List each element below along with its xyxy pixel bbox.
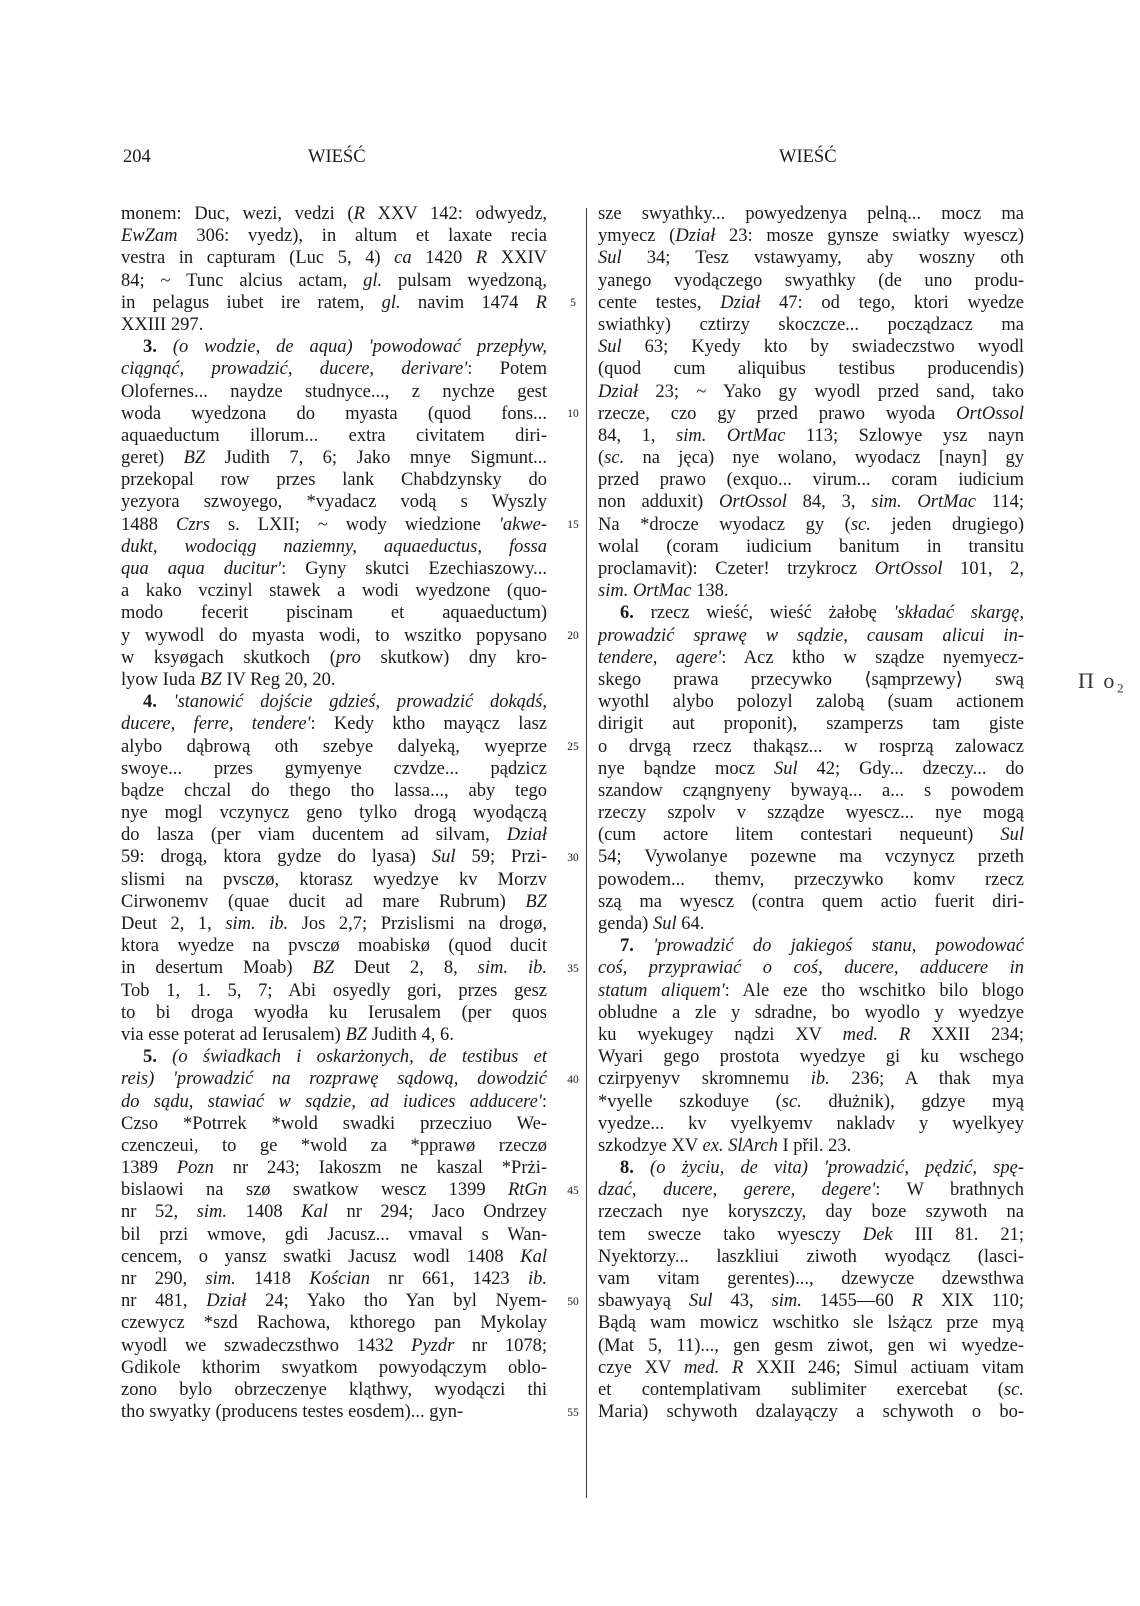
text-line: czye XV med. R XXII 246; Simul actiuam vitam bbox=[598, 1357, 1024, 1378]
text-line: alybo dąbrową oth szebye dalyeką, wyeprze bbox=[121, 736, 547, 757]
text-line: wyodl we szwadeczsthwo 1432 Pyzdr nr 1078; bbox=[121, 1335, 547, 1356]
text-line: tem swecze tako wyesczy Dek III 81. 21; bbox=[598, 1224, 1024, 1245]
text-line: skego prawa przecywko ⟨sąmprzewy⟩ swą bbox=[598, 669, 1024, 690]
line-number: 55 bbox=[567, 1406, 579, 1419]
text-line: Gdikole kthorim swyatkom powyodączym oblo- bbox=[121, 1357, 547, 1378]
left-column bbox=[121, 203, 547, 1423]
line-number: 15 bbox=[567, 518, 579, 531]
text-line: modo fecerit piscinam et aquaeductum) bbox=[121, 603, 547, 624]
text-line: Sul 34; Tesz vstawyamy, aby woszny oth bbox=[598, 248, 1024, 269]
text-line: Wyari gego prostota wyedzye gi ku wschego bbox=[598, 1047, 1024, 1068]
text-line: y wywodl do myasta wodi, to wszitko popysano bbox=[121, 625, 547, 646]
running-head-left: WIEŚĆ bbox=[308, 147, 366, 167]
text-line: geret) BZ Judith 7, 6; Jako mnye Sigmunt... bbox=[121, 448, 547, 469]
text-line: dirigit aut proponit), szamperzs tam giste bbox=[598, 714, 1024, 735]
text-line: dukt, wodociąg naziemny, aquaeductus, fossa bbox=[121, 536, 547, 557]
text-line: Dział 23; ~ Yako gy wyodl przed sand, tako bbox=[598, 381, 1024, 402]
text-line: w ksyøgach skutkoch (pro skutkow) dny kro- bbox=[121, 647, 547, 668]
text-line: nr 52, sim. 1408 Kal nr 294; Jaco Ondrzey bbox=[121, 1202, 547, 1223]
text-line: Na *drocze wyodacz gy (sc. jeden drugiego) bbox=[598, 514, 1024, 535]
text-line: o drvgą rzecz thakąsz... w rosprzą zalowacz bbox=[598, 736, 1024, 757]
line-number: 40 bbox=[567, 1073, 579, 1086]
text-line: cencem, o yansz swatki Jacusz wodl 1408 Kal bbox=[121, 1246, 547, 1267]
text-line: 1488 Czrs s. LXII; ~ wody wiedzione 'akwe- bbox=[121, 514, 547, 535]
text-line: 4. 'stanowić dojście gdzieś, prowadzić dokądś, bbox=[143, 692, 547, 713]
line-number: 30 bbox=[567, 851, 579, 864]
text-line: Sul 63; Kyedy kto by swiadeczstwo wyodl bbox=[598, 337, 1024, 358]
text-line: Nyektorzy... laszkliui ziwoth wyodącz (lasci- bbox=[598, 1246, 1024, 1267]
text-line: (quod cum aliquibus testibus producendis) bbox=[598, 359, 1024, 380]
text-line: wolal (coram iudicium banitum in transitu bbox=[598, 536, 1024, 557]
text-line: Czso *Potrrek *wold swadki przecziuo We- bbox=[121, 1113, 547, 1134]
text-line: obludne a zle y sdradne, bo wyodlo y wyedzye bbox=[598, 1002, 1024, 1023]
text-line: 84; ~ Tunc alcius actam, gl. pulsam wyedzoną, bbox=[121, 270, 547, 291]
line-number: 25 bbox=[567, 740, 579, 753]
text-line: nye mogl vczynycz geno tylko drogą wyodączą bbox=[121, 803, 547, 824]
text-line: cente testes, Dział 47: od tego, ktori wyedze bbox=[598, 292, 1024, 313]
text-line: rzeczy szpolv v szządze wyescz... nye mogą bbox=[598, 803, 1024, 824]
text-line: czirpyenyv skromnemu ib. 236; A thak mya bbox=[598, 1069, 1024, 1090]
text-line: 59: drogą, ktora gydze do lyasa) Sul 59; Przi- bbox=[121, 847, 547, 868]
text-line: proclamavit): Czeter! trzykrocz OrtOssol 101, 2, bbox=[598, 559, 1024, 579]
text-line: in desertum Moab) BZ Deut 2, 8, sim. ib. bbox=[121, 958, 547, 979]
text-line: ku wyekugey nądzi XV med. R XXII 234; bbox=[598, 1024, 1024, 1045]
page-number: 204 bbox=[123, 147, 151, 167]
text-line: via esse poterat ad Ierusalem) BZ Judith 4, 6. bbox=[121, 1024, 454, 1045]
text-line: in pelagus iubet ire ratem, gl. navim 1474 R bbox=[121, 292, 547, 313]
line-number: 50 bbox=[567, 1295, 579, 1308]
text-line: 84, 1, sim. OrtMac 113; Szlowye ysz nayn bbox=[598, 425, 1024, 446]
text-line: ymyecz (Dział 23: mosze gynsze swiatky wyescz) bbox=[598, 226, 1024, 247]
text-line: yanego vyodączego swyathky (de uno produ- bbox=[598, 270, 1024, 291]
text-line: bądze chczal do thego tho lassa..., aby tego bbox=[121, 780, 547, 801]
text-line: przed prawo (exquo... virum... coram iudicium bbox=[598, 470, 1024, 491]
text-line: slismi na pvsczø, ktorasz wyedzye kv Morzv bbox=[121, 869, 547, 890]
text-line: qua aqua ducitur': Gyny skutci Ezechiaszowy... bbox=[121, 559, 547, 579]
line-number: 10 bbox=[567, 407, 579, 420]
text-line: ducere, ferre, tendere': Kedy ktho mayącz lasz bbox=[121, 714, 547, 735]
text-line: EwZam 306: vyedz), in altum et laxate recia bbox=[121, 226, 547, 247]
text-line: powodem... themv, przeczywko komv rzecz bbox=[598, 869, 1024, 890]
text-line: 7. 'prowadzić do jakiegoś stanu, powodować bbox=[620, 936, 1024, 957]
text-line: yezyora szwoyego, *vyadacz vodą s Wyszly bbox=[121, 492, 547, 513]
text-line: 5. (o świadkach i oskarżonych, de testibus et bbox=[143, 1047, 547, 1068]
text-line: czenczeui, to ge *wold za *pprawø rzeczø bbox=[121, 1135, 547, 1156]
text-line: ciągnąć, prowadzić, ducere, derivare': Potem bbox=[121, 359, 547, 380]
text-line: (sc. na jęca) nye wolano, wyodacz [nayn] gy bbox=[598, 448, 1024, 469]
right-column bbox=[598, 203, 1024, 1423]
text-line: swiathky) cztirzy skoczcze... począdzacz ma bbox=[598, 314, 1024, 335]
text-line: 3. (o wodzie, de aqua) 'powodować przepływ, bbox=[143, 337, 547, 358]
text-line: (Mat 5, 11)..., gen gesm ziwot, gen wi wyedze- bbox=[598, 1335, 1024, 1356]
text-line: 1389 Pozn nr 243; Iakoszm ne kaszal *Prżi- bbox=[121, 1158, 547, 1179]
text-line: czewycz *szd Rachowa, kthorego pan Mykolay bbox=[121, 1313, 547, 1334]
text-line: 54; Vywolanye pozewne ma vczynycz przeth bbox=[598, 847, 1024, 868]
text-line: Deut 2, 1, sim. ib. Jos 2,7; Przislismi na drogø, bbox=[121, 914, 547, 934]
text-line: swoye... przes gymyenye czvdze... pądzicz bbox=[121, 758, 547, 779]
text-line: et contemplativam sublimiter exercebat (sc. bbox=[598, 1379, 1024, 1400]
text-line: Bądą wam mowicz wschitko sle lsżącz prze myą bbox=[598, 1313, 1024, 1334]
text-line: aquaeductum illorum... extra civitatem diri- bbox=[121, 425, 547, 446]
text-line: do sądu, stawiać w sądzie, ad iudices adducere': bbox=[121, 1091, 547, 1112]
text-line: 6. rzecz wieść, wieść żałobę 'składać skargę, bbox=[620, 603, 1024, 624]
text-line: Tob 1, 1. 5, 7; Abi osyedly gori, przes gesz bbox=[121, 980, 547, 1001]
text-line: rzeczach nye koryszczy, day boze szywoth na bbox=[598, 1202, 1024, 1223]
text-line: XXIII 297. bbox=[121, 314, 204, 335]
text-line: vestra in capturam (Luc 5, 4) ca 1420 R XXIV bbox=[121, 248, 547, 269]
text-line: reis) 'prowadzić na rozprawę sądową, dowodzić bbox=[121, 1069, 547, 1090]
running-head-right: WIEŚĆ bbox=[779, 147, 837, 167]
text-line: bil przi wmove, gdi Jacusz... vmaval s Wan- bbox=[121, 1224, 547, 1245]
text-line: genda) Sul 64. bbox=[598, 914, 705, 934]
text-line: rzecze, czo gy przed prawo wyoda OrtOssol bbox=[598, 403, 1024, 424]
text-line: to bi droga wyodła ku Ierusalem (per quos bbox=[121, 1002, 547, 1023]
text-line: statum aliquem': Ale eze tho wschitko bilo blogo bbox=[598, 980, 1024, 1001]
text-line: a kako vczinyl stawek a wodi wyedzone (quo- bbox=[121, 581, 547, 602]
line-number: 5 bbox=[570, 296, 576, 309]
text-line: coś, przyprawiać o coś, ducere, adducere in bbox=[598, 958, 1024, 979]
line-number: 45 bbox=[567, 1184, 579, 1197]
text-line: sbawyayą Sul 43, sim. 1455—60 R XIX 110; bbox=[598, 1291, 1024, 1312]
text-line: Cirwonemv (quae ducit ad mare Rubrum) BZ bbox=[121, 891, 547, 912]
text-line: bislaowi na szø swatkow wescz 1399 RtGn bbox=[121, 1180, 547, 1201]
text-line: szą ma wyescz (contra quem actio fuerit diri- bbox=[598, 891, 1024, 912]
text-line: sze swyathky... powyedzenya pelną... mocz ma bbox=[598, 204, 1024, 224]
text-line: tendere, agere': Acz ktho w sządze nyemyecz- bbox=[598, 647, 1024, 668]
column-divider bbox=[586, 208, 587, 1498]
text-line: szandow cząngnyeny bywayą... a... s powodem bbox=[598, 780, 1024, 801]
text-line: szkodzye XV ex. SlArch I přil. 23. bbox=[598, 1135, 852, 1156]
text-line: sim. OrtMac 138. bbox=[598, 581, 729, 602]
text-line: non adduxit) OrtOssol 84, 3, sim. OrtMac 114; bbox=[598, 492, 1024, 513]
text-line: wyothl alybo polozyl zalobą (suam actionem bbox=[598, 692, 1024, 713]
text-line: nr 290, sim. 1418 Kościan nr 661, 1423 ib. bbox=[121, 1269, 547, 1289]
text-line: prowadzić sprawę w sądzie, causam alicui in- bbox=[598, 625, 1024, 646]
text-line: Olofernes... naydze studnyce..., z nychze gest bbox=[121, 381, 547, 402]
text-line: do lasza (per viam ducentem ad silvam, Dział bbox=[121, 825, 547, 846]
text-line: nye bąndze mocz Sul 42; Gdy... dzeczy... do bbox=[598, 758, 1024, 779]
text-line: monem: Duc, wezi, vedzi (R XXV 142: odwyedz, bbox=[121, 204, 547, 224]
text-line: woda wyedzona do myasta (quod fons... bbox=[121, 403, 547, 424]
line-number: 35 bbox=[567, 962, 579, 975]
text-line: lyow Iuda BZ IV Reg 20, 20. bbox=[121, 669, 336, 690]
text-line: vam vitam gerentes)..., dzewycze dzewsthwa bbox=[598, 1269, 1024, 1289]
text-line: *vyelle szkoduye (sc. dłużnik), gdzye myą bbox=[598, 1091, 1024, 1112]
text-line: zono bylo obrzeczenye kląthwy, wyodączi thi bbox=[121, 1379, 547, 1400]
text-line: ktora wyedze na pvsczø moabiskø (quod ducit bbox=[121, 936, 547, 957]
handwritten-margin-note: Π ο₂ bbox=[1078, 668, 1127, 693]
text-line: 8. (o życiu, de vita) 'prowadzić, pędzić, spę- bbox=[620, 1158, 1024, 1179]
text-line: vyedze... kv vyelkyemv nakladv y wyelkyey bbox=[598, 1113, 1024, 1134]
text-line: nr 481, Dział 24; Yako tho Yan byl Nyem- bbox=[121, 1291, 547, 1312]
text-line: tho swyatky (producens testes eosdem)... gyn- bbox=[121, 1402, 464, 1423]
text-line: dzać, ducere, gerere, degere': W brathnych bbox=[598, 1180, 1024, 1201]
text-line: przekopal row przes lank Chabdzynsky do bbox=[121, 470, 547, 491]
line-number: 20 bbox=[567, 629, 579, 642]
text-line: (cum actore litem contestari nequeunt) Sul bbox=[598, 825, 1024, 846]
text-line: Maria) schywoth dzalayączy a schywoth o bo- bbox=[598, 1402, 1024, 1423]
